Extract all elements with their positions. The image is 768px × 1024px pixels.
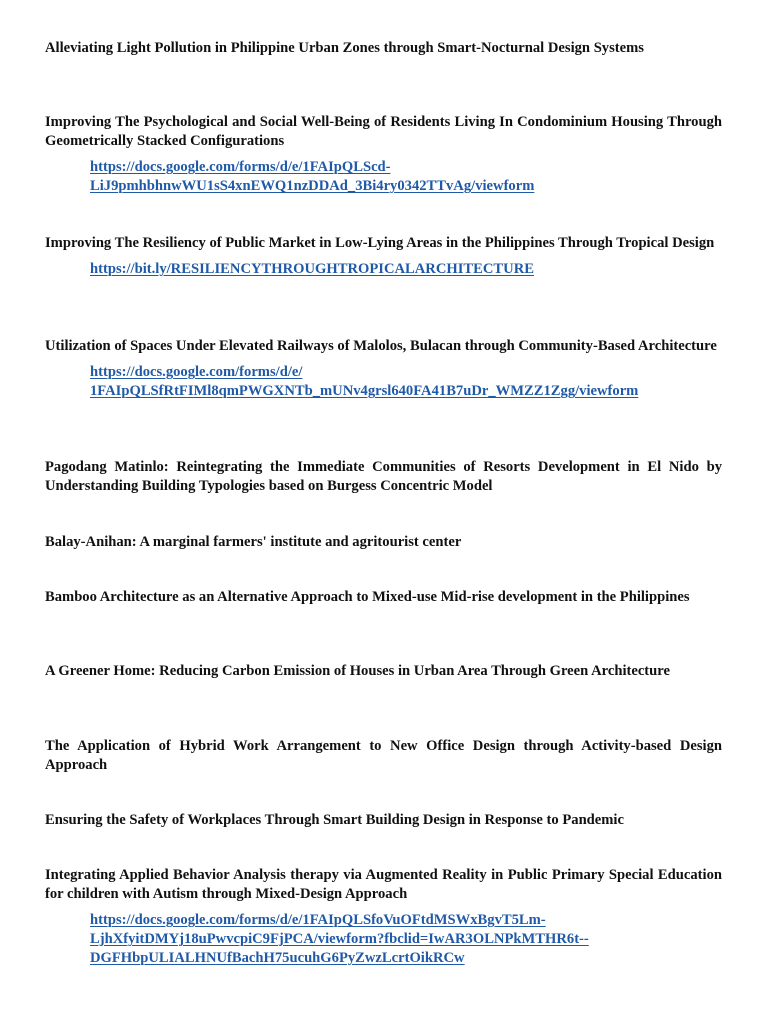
- thesis-title: Balay-Anihan: A marginal farmers' institute and agritourist center: [45, 534, 462, 550]
- thesis-title: A Greener Home: Reducing Carbon Emission of Houses in Urban Area Through Green Architecture: [45, 663, 670, 679]
- thesis-title: Bamboo Architecture as an Alternative Approach to Mixed-use Mid-rise development in the Philippines: [45, 589, 690, 605]
- survey-link-line[interactable]: DGFHbpULIALHNUfBachH75ucuhG6PyZwzLcrtOikRCw: [90, 950, 465, 966]
- survey-link-line[interactable]: https://docs.google.com/forms/d/e/1FAIpQLScd-: [90, 159, 391, 175]
- survey-link-line[interactable]: LjhXfyitDMYj18uPwvcpiC9FjPCA/viewform?fbclid=IwAR3OLNPkMTHR6t--: [90, 931, 589, 947]
- thesis-title: Improving The Resiliency of Public Market in Low-Lying Areas in the Philippines Through Tropical Design: [45, 235, 715, 251]
- thesis-entry: [45, 866, 722, 968]
- thesis-title: The Application of Hybrid Work Arrangement to New Office Design through Activity-based Design Approach: [45, 738, 722, 773]
- thesis-entry: [45, 458, 722, 496]
- survey-link[interactable]: [45, 158, 722, 196]
- survey-link[interactable]: [45, 260, 722, 279]
- thesis-entry: [45, 113, 722, 196]
- thesis-title: Alleviating Light Pollution in Philippine Urban Zones through Smart-Nocturnal Design Systems: [45, 40, 644, 56]
- thesis-title: Integrating Applied Behavior Analysis therapy via Augmented Reality in Public Primary Special Education for children with Autism through Mixed-Design Approach: [45, 867, 722, 902]
- thesis-entry: [45, 337, 722, 401]
- survey-link-line[interactable]: 1FAIpQLSfRtFIMl8qmPWGXNTb_mUNv4grsl640FA41B7uDr_WMZZ1Zgg/viewform: [90, 383, 639, 399]
- thesis-title: Ensuring the Safety of Workplaces Through Smart Building Design in Response to Pandemic: [45, 812, 624, 828]
- thesis-title: Improving The Psychological and Social Well-Being of Residents Living In Condominium Housing Through Geometrically Stacked Configurations: [45, 114, 722, 149]
- thesis-entry: [45, 811, 722, 830]
- thesis-title: Pagodang Matinlo: Reintegrating the Immediate Communities of Resorts Development in El Nido by Understanding Building Typologies based on Burgess Concentric Model: [45, 459, 722, 494]
- thesis-entry: [45, 588, 722, 607]
- thesis-entry: [45, 662, 722, 681]
- survey-link-line[interactable]: LiJ9pmhbhnwWU1sS4xnEWQ1nzDDAd_3Bi4ry0342TTvAg/viewform: [90, 178, 535, 194]
- thesis-entry: [45, 533, 722, 552]
- thesis-entry: [45, 39, 722, 58]
- survey-link[interactable]: [45, 363, 722, 401]
- survey-link-line[interactable]: https://docs.google.com/forms/d/e/1FAIpQLSfoVuOFtdMSWxBgvT5Lm-: [90, 912, 546, 928]
- thesis-entry: [45, 234, 722, 279]
- survey-link[interactable]: [45, 911, 722, 968]
- survey-link-line[interactable]: https://bit.ly/RESILIENCYTHROUGHTROPICALARCHITECTURE: [90, 261, 534, 277]
- thesis-entry: [45, 737, 722, 775]
- thesis-title: Utilization of Spaces Under Elevated Railways of Malolos, Bulacan through Community-Based Architecture: [45, 338, 717, 354]
- survey-link-line[interactable]: https://docs.google.com/forms/d/e/: [90, 364, 303, 380]
